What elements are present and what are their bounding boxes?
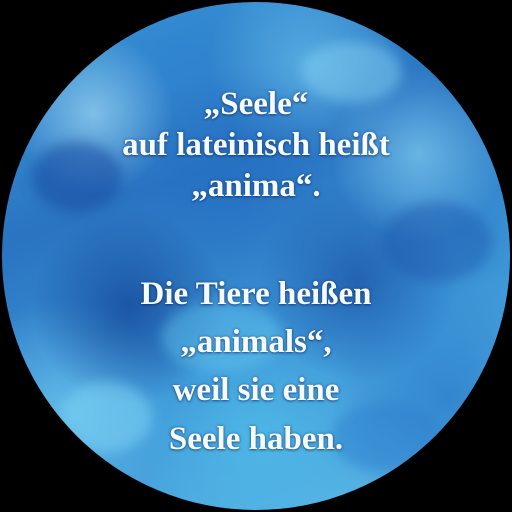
quote-line-6: weil sie eine: [172, 372, 340, 408]
quote-line-1: „Seele“: [203, 86, 309, 122]
quote-line-2: auf lateinisch heißt: [122, 127, 390, 163]
quote-line-5: „animals“,: [180, 324, 332, 360]
blue-circle-badge: [2, 2, 510, 510]
quote-line-4: Die Tiere heißen: [140, 276, 372, 312]
quote-text: [2, 2, 510, 510]
quote-line-3: „anima“.: [191, 168, 321, 204]
quote-line-7: Seele haben.: [168, 421, 344, 457]
